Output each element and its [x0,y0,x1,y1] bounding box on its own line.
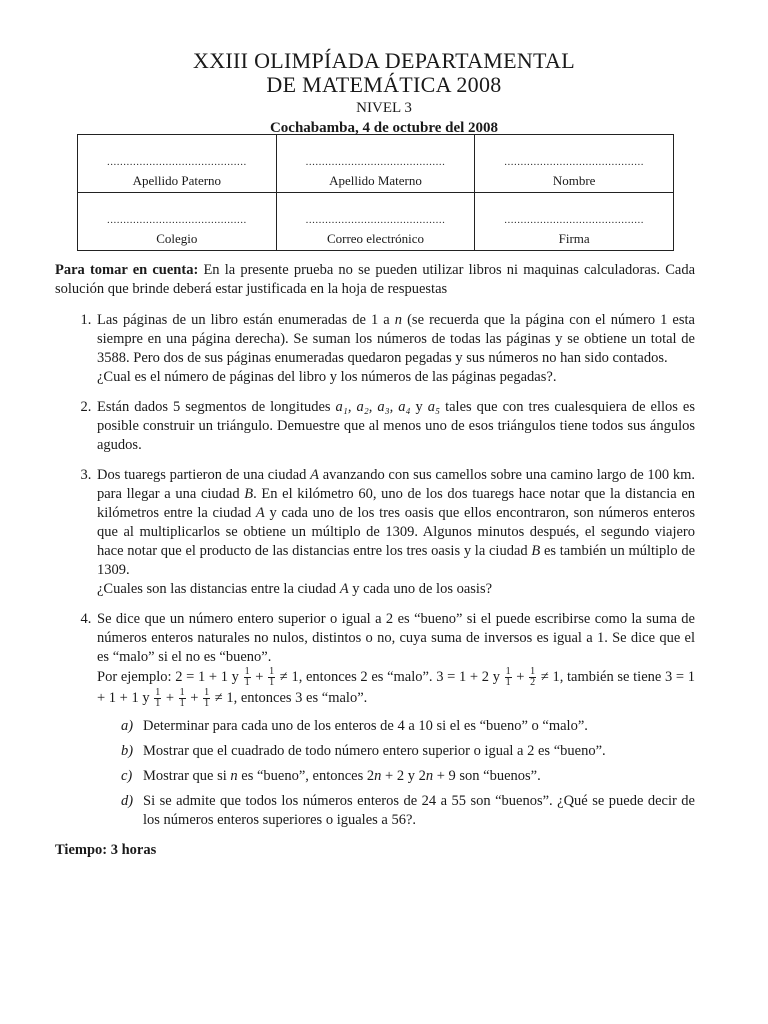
math-var: a₅ [427,399,441,415]
subproblem-list [97,717,695,830]
problem-text: (se recuerda que la página con el número 1 esta siempre en una página derecha). Se suman los números de todas las páginas y se obtiene un total de 3588. Pero dos de sus páginas enumeradas quedaron pegadas y sus números no han sido contados. [97,312,695,366]
frac-num: 1 [179,687,185,698]
math-var: A [339,581,349,597]
fraction [505,667,512,688]
problem-text: . En el kilómetro 60, uno de los dos tuaregs hace notar que la distancia en kilómetros entre la ciudad [97,486,696,521]
subproblem-label: b) [121,743,134,759]
exam-level: NIVEL 3 [356,100,412,116]
problem-text: avanzando con sus camellos sobre una camino largo de 100 km. para llegar a una ciudad [97,467,695,502]
fraction [203,688,210,709]
math-var: B [531,543,541,559]
registration-form [77,134,674,251]
fraction [179,688,186,709]
exam-title-line1: XXIII OLIMPÍADA DEPARTAMENTAL [193,48,575,73]
field-label: Firma [558,231,590,246]
math-var: B [244,486,254,502]
frac-num: 1 [505,666,511,677]
problem-question: y cada uno de los oasis? [348,581,493,597]
fraction [268,667,275,688]
exam-header [0,49,768,137]
math-op: + [162,689,178,706]
problem-text: y cada uno de los tres oasis que ellos encontraron, son números enteros que al multiplicarlos se obtiene un múltiplo de 1309. Algunos minutos después, el segundo viajero hace notar que el producto de las distancias entre los tres oasis y la ciudad [97,505,695,559]
problem-4 [95,610,695,830]
problem-question: ¿Cual es el número de páginas del libro y los números de las páginas pegadas?. [97,369,557,385]
subproblem-text: + 9 son “buenos”. [433,768,541,784]
math-op: ≠ 1 [211,689,234,706]
subproblem-c [121,767,695,786]
frac-num: 1 [530,666,536,677]
subproblem-d [121,792,695,830]
problem-text: y [410,399,428,415]
frac-den: 1 [204,698,210,709]
subproblem-text: Mostrar que si [143,768,231,784]
notice-label: Para tomar en cuenta: [55,262,199,278]
fill-line: ........................................... [305,156,446,168]
fraction [529,667,536,688]
frac-den: 1 [269,677,275,688]
field-correo[interactable] [276,193,475,251]
math-var: n [230,768,238,784]
frac-den: 1 [505,677,511,688]
math-op: + [512,668,529,685]
problem-text: Las páginas de un libro están enumeradas de 1 a [97,312,395,328]
field-colegio[interactable] [78,193,277,251]
exam-title-line2: DE MATEMÁTICA 2008 [266,72,502,97]
field-label: Nombre [552,173,596,188]
problem-question: ¿Cuales son las distancias entre la ciudad [97,581,340,597]
field-firma[interactable] [475,193,674,251]
problem-3 [95,466,695,599]
math-var: n [374,768,382,784]
problem-text: , entonces 2 es “malo”. 3 = 1 + 2 y [298,668,504,685]
frac-den: 1 [155,698,161,709]
subproblem-text: Determinar para cada uno de los enteros de 4 a 10 si el es “bueno” o “malo”. [143,718,588,734]
math-var: n [425,768,434,784]
fraction [244,667,251,688]
fill-line: ........................................... [504,156,645,168]
subproblem-label: a) [121,718,134,734]
fill-line: ........................................... [305,214,446,226]
field-label: Correo electrónico [326,231,425,246]
problem-2 [95,398,695,455]
math-var: n [394,312,403,328]
math-op: + [251,668,268,685]
subproblem-text: Si se admite que todos los números enteros de 24 a 55 son “buenos”. ¿Qué se puede decir de los números enteros superiores o iguales a 56?. [143,793,695,828]
frac-den: 2 [530,677,536,688]
subproblem-text: + 2 y 2 [381,768,426,784]
fill-line: ........................................... [106,214,247,226]
exam-body [55,261,695,860]
notice-text: En la presente prueba no se pueden utilizar libros ni maquinas calculadoras. Cada solución que brinde deberá estar justificada en la hoja de respuestas [55,262,695,297]
subproblem-label: c) [121,768,133,784]
field-label: Colegio [156,231,198,246]
problem-text: Dos tuaregs partieron de una ciudad [97,467,311,483]
problem-list [55,311,695,830]
problem-text: , también se tiene 3 = 1 + 1 + 1 y [97,668,696,706]
subproblem-label: d) [121,793,134,809]
subproblem-a [121,717,695,736]
fill-line: ........................................... [106,156,247,168]
problem-text: Se dice que un número entero superior o igual a 2 es “bueno” si el puede escribirse como la suma de números enteros naturales no nulos, distintos o no, cuya suma de inversos es igual a 1. Se dice que el es “malo” si el no es “bueno”. [97,611,695,665]
math-var: A [255,505,265,521]
math-var: a₁, a₂, a₃, a₄ [335,399,411,415]
subproblem-text: Mostrar que el cuadrado de todo número entero superior o igual a 2 es “bueno”. [143,743,606,759]
frac-den: 1 [179,698,185,709]
math-op: + [186,689,203,706]
field-nombre[interactable] [475,135,674,193]
problem-1 [95,311,695,387]
field-apellido-materno[interactable] [276,135,475,193]
notice [55,261,695,299]
field-label: Apellido Materno [329,173,422,188]
math-op: ≠ 1 [276,668,299,685]
subproblem-text: es “bueno”, entonces 2 [237,768,375,784]
exam-place-date: Cochabamba, 4 de octubre del 2008 [269,120,499,136]
frac-num: 1 [204,687,210,698]
exam-time: Tiempo: 3 horas [55,842,157,858]
frac-num: 1 [269,666,275,677]
problem-text: , entonces 3 es “malo”. [233,689,368,706]
problem-text: tales que con tres cualesquiera de ellos es posible construir un triángulo. Demuestre que al menos uno de esos triángulos tiene todos sus ángulos agudos. [97,399,695,453]
frac-num: 1 [244,666,250,677]
frac-num: 1 [155,687,161,698]
frac-den: 1 [244,677,250,688]
subproblem-b [121,742,695,761]
fill-line: ........................................... [504,214,645,226]
field-label: Apellido Paterno [132,173,222,188]
problem-text: es también un múltiplo de 1309. [97,543,696,578]
math-var: A [310,467,319,483]
field-apellido-paterno[interactable] [78,135,277,193]
fraction [154,688,161,709]
problem-text: Están dados 5 segmentos de longitudes [97,399,336,415]
math-op: ≠ 1 [537,668,560,685]
problem-text: Por ejemplo: 2 = 1 + 1 y [97,668,243,685]
